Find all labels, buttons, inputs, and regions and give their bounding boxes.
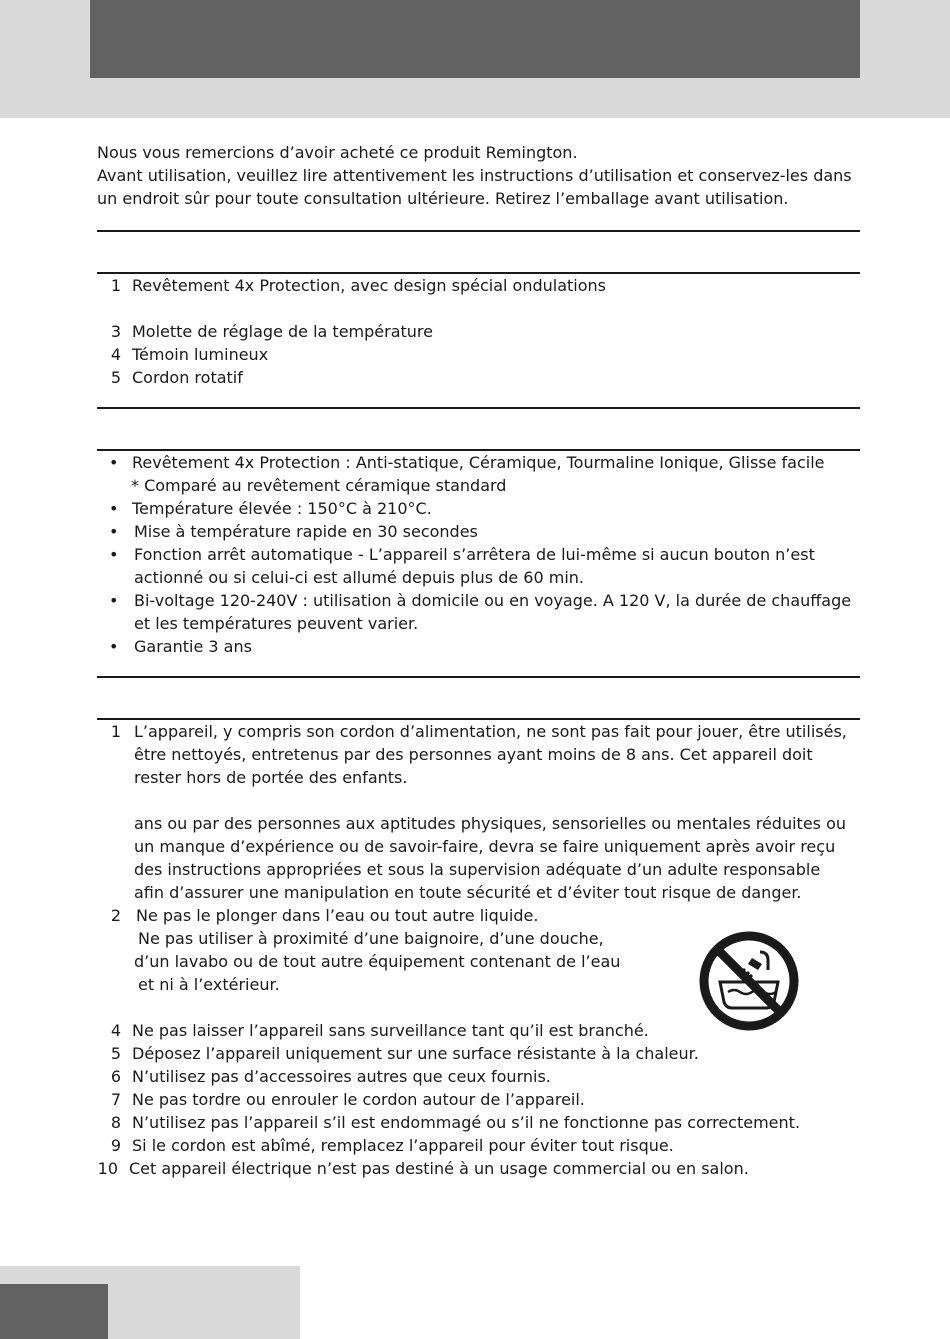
list-item	[97, 451, 860, 497]
item-number: 1	[110, 276, 121, 295]
item-text: afin d’assurer une manipulation en toute sécurité et d’éviter tout risque de danger.	[134, 883, 802, 902]
item-text: Ne pas tordre ou enrouler le cordon autour de l’appareil.	[132, 1090, 585, 1109]
bullet-icon: •	[109, 453, 119, 472]
section-divider	[97, 230, 860, 232]
item-number: 3	[110, 322, 121, 341]
item-text: d’un lavabo ou de tout autre équipement contenant de l’eau	[134, 952, 621, 971]
list-item	[97, 1065, 860, 1088]
item-text: des instructions appropriées et sous la supervision adéquate d’un adulte responsable	[134, 860, 821, 879]
features-list	[97, 451, 860, 658]
item-number: 8	[110, 1113, 121, 1132]
list-item	[97, 520, 860, 543]
list-item	[97, 1157, 860, 1180]
item-number: 9	[110, 1136, 121, 1155]
section-divider	[97, 407, 860, 409]
intro-text	[97, 141, 860, 210]
item-text: N’utilisez pas d’accessoires autres que ceux fournis.	[132, 1067, 551, 1086]
section-divider	[97, 676, 860, 678]
item-number: 6	[110, 1067, 121, 1086]
item-number: 4	[110, 345, 121, 364]
list-item	[97, 366, 860, 389]
list-item	[97, 320, 860, 343]
intro-line: Avant utilisation, veuillez lire attentivement les instructions d’utilisation et conservez-les dans	[97, 166, 852, 185]
item-text: Bi-voltage 120-240V : utilisation à domicile ou en voyage. A 120 V, la durée de chauffage	[134, 591, 852, 610]
item-text: Ne pas le plonger dans l’eau ou tout autre liquide.	[136, 906, 539, 925]
bullet-icon: •	[109, 591, 119, 610]
bullet-icon: •	[109, 545, 119, 564]
no-water-bath-icon	[698, 930, 800, 1032]
item-number: 2	[110, 906, 121, 925]
list-item	[97, 635, 860, 658]
intro-line: Nous vous remercions d’avoir acheté ce produit Remington.	[97, 143, 578, 162]
list-item	[97, 1111, 860, 1134]
item-text: Ne pas utiliser à proximité d’une baignoire, d’une douche,	[138, 929, 604, 948]
item-text: Molette de réglage de la température	[132, 322, 433, 341]
item-note: * Comparé au revêtement céramique standard	[131, 476, 507, 495]
item-text: Cet appareil électrique n’est pas destiné à un usage commercial ou en salon.	[129, 1159, 749, 1178]
item-number: 5	[110, 368, 121, 387]
list-item	[97, 1088, 860, 1111]
list-item	[97, 1134, 860, 1157]
item-text: Cordon rotatif	[132, 368, 243, 387]
list-item	[97, 497, 860, 520]
item-text: Revêtement 4x Protection, avec design spécial ondulations	[132, 276, 606, 295]
list-item	[97, 1042, 860, 1065]
header-title-bar	[90, 0, 860, 78]
item-text: L’appareil, y compris son cordon d’alimentation, ne sont pas fait pour jouer, être utilisés,	[134, 722, 847, 741]
item-text: un manque d’expérience ou de savoir-faire, devra se faire uniquement après avoir reçu	[134, 837, 836, 856]
item-text: N’utilisez pas l’appareil s’il est endommagé ou s’il ne fonctionne pas correctement.	[132, 1113, 801, 1132]
list-item	[97, 543, 860, 589]
item-text: Garantie 3 ans	[134, 637, 252, 656]
item-text: Témoin lumineux	[132, 345, 269, 364]
intro-line: un endroit sûr pour toute consultation ultérieure. Retirez l’emballage avant utilisation.	[97, 189, 789, 208]
parts-list	[97, 274, 860, 389]
list-item	[97, 589, 860, 635]
item-text: et ni à l’extérieur.	[138, 975, 280, 994]
item-text: Fonction arrêt automatique - L’appareil s’arrêtera de lui-même si aucun bouton n’est	[134, 545, 815, 564]
list-item	[97, 343, 860, 366]
list-gap	[97, 297, 860, 320]
item-number: 7	[110, 1090, 121, 1109]
item-text: Si le cordon est abîmé, remplacez l’appareil pour éviter tout risque.	[132, 1136, 674, 1155]
bullet-icon: •	[109, 522, 119, 541]
item-text: être nettoyés, entretenus par des personnes ayant moins de 8 ans. Cet appareil doit	[134, 745, 813, 764]
item-text: actionné ou si celui-ci est allumé depuis plus de 60 min.	[134, 568, 584, 587]
footer-page-tab	[0, 1284, 108, 1339]
item-number: 4	[110, 1021, 121, 1040]
item-text: Température élevée : 150°C à 210°C.	[132, 499, 432, 518]
item-text: ans ou par des personnes aux aptitudes physiques, sensorielles ou mentales réduites ou	[134, 814, 847, 833]
item-text: Revêtement 4x Protection : Anti-statique, Céramique, Tourmaline Ionique, Glisse facile	[132, 453, 825, 472]
list-item	[97, 720, 860, 904]
item-text: Déposez l’appareil uniquement sur une surface résistante à la chaleur.	[132, 1044, 699, 1063]
item-number: 10	[97, 1159, 118, 1178]
bullet-icon: •	[109, 499, 119, 518]
item-text: et les températures peuvent varier.	[134, 614, 419, 633]
list-item	[97, 274, 860, 297]
bullet-icon: •	[109, 637, 119, 656]
item-number: 5	[110, 1044, 121, 1063]
item-number: 1	[110, 722, 121, 741]
item-text: rester hors de portée des enfants.	[134, 768, 408, 787]
item-text: Ne pas laisser l’appareil sans surveillance tant qu’il est branché.	[132, 1021, 649, 1040]
item-text: Mise à température rapide en 30 secondes	[134, 522, 478, 541]
